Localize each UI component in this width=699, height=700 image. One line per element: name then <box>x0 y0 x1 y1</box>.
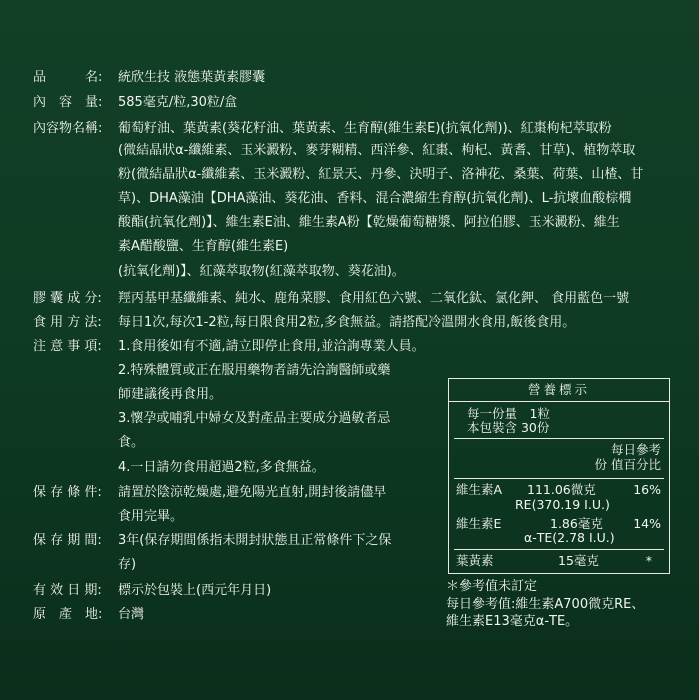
ref-header-1: 每日參考 <box>610 442 661 457</box>
label-shelf: 保 存 期 間: <box>33 533 102 548</box>
note-line-1: ＊參考值未訂定 <box>446 579 538 594</box>
product-name: 統欣生技 液態葉黃素膠囊 <box>118 70 266 85</box>
ingredients-line-2: (微結晶狀α-纖維素、玉米澱粉、麥芽糊精、西洋參、紅棗、枸杞、黃耆、甘草)、植物萃取 <box>118 143 636 158</box>
ingredients-line-3: 粉(微結晶狀α-纖維素、玉米澱粉、紅景天、丹參、決明子、洛神花、桑葉、荷葉、山楂、甘 <box>118 167 644 182</box>
nutrition-title: 營養標示 <box>449 379 669 402</box>
serving-info <box>467 407 550 435</box>
vit-a-percent: 16% <box>633 482 661 497</box>
ingredients-line-5: 酸酯(抗氧化劑)】、維生素E油、維生素A粉【乾燥葡萄糖漿、阿拉伯膠、玉米澱粉、維生 <box>118 215 620 230</box>
vit-a-re: RE(370.19 I.U.) <box>515 497 610 512</box>
divider <box>454 549 664 550</box>
lutein-amount: 15毫克 <box>558 553 599 568</box>
caution-line-1: 1.食用後如有不適,請立即停止食用,並洽詢專業人員。 <box>118 339 425 354</box>
ref-header-2 <box>594 458 661 472</box>
label-usage: 食 用 方 法: <box>33 315 102 330</box>
shelf-line-2: 存) <box>118 557 137 572</box>
shelf-line-1: 3年(保存期間係指未開封狀態且正常條件下之保 <box>118 533 392 548</box>
ref-header-2-prefix: 份 <box>594 457 607 472</box>
per-serving: 每一份量 1粒 <box>467 406 550 421</box>
storage-line-1: 請置於陰涼乾燥處,避免陽光直射,開封後請儘早 <box>118 485 387 500</box>
content-amount: 585毫克/粒,30粒/盒 <box>118 95 238 110</box>
vit-a-name: 維生素A <box>456 482 503 497</box>
lutein-percent: * <box>645 553 652 568</box>
lutein-name: 葉黃素 <box>456 553 494 568</box>
caution-line-5: 食。 <box>118 435 145 450</box>
vit-e-percent: 14% <box>633 516 661 531</box>
usage-text: 每日1次,每次1-2粒,每日限食用2粒,多食無益。請搭配冷溫開水食用,飯後食用。 <box>118 315 576 330</box>
label-origin: 原 產 地: <box>33 607 103 622</box>
origin-text: 台灣 <box>118 607 145 622</box>
label-ingredients: 內容物名稱: <box>33 121 103 136</box>
divider <box>454 438 664 439</box>
ingredients-line-6: 素A醋酸鹽、生育醇(維生素E) <box>118 239 289 254</box>
label-storage: 保 存 條 件: <box>33 485 102 500</box>
ref-header-2-text: 值百分比 <box>610 457 661 472</box>
storage-line-2: 食用完畢。 <box>118 509 184 524</box>
label-caution: 注 意 事 項: <box>33 339 102 354</box>
vit-e-amount: 1.86毫克 <box>550 516 603 531</box>
capsule-ingredients: 羥丙基甲基纖維素、純水、鹿角菜膠、食用紅色六號、二氧化鈦、氯化鉀、 食用藍色一號 <box>118 291 630 306</box>
label-capsule: 膠 囊 成 分: <box>33 291 102 306</box>
caution-line-4: 3.懷孕或哺乳中婦女及對產品主要成分過敏者忌 <box>118 411 391 426</box>
caution-line-3: 師建議後再食用。 <box>118 387 223 402</box>
label-expiry: 有 效 日 期: <box>33 583 102 598</box>
ingredients-line-1: 葡萄籽油、葉黃素(葵花籽油、葉黃素、生育醇(維生素E)(抗氧化劑))、紅棗枸杞萃取粉 <box>118 121 612 136</box>
note-line-3: 維生素E13毫克α-TE。 <box>446 614 579 629</box>
expiry-text: 標示於包裝上(西元年月日) <box>118 583 272 598</box>
nutrition-table <box>448 378 670 574</box>
caution-line-6: 4.一日請勿食用超過2粒,多食無益。 <box>118 460 325 475</box>
vit-a-amount: 111.06微克 <box>527 482 596 497</box>
label-name: 品 名: <box>33 70 103 85</box>
vit-e-te: α-TE(2.78 I.U.) <box>524 530 615 545</box>
ingredients-line-4: 草)、DHA藻油【DHA藻油、葵花油、香料、混合濃縮生育醇(抗氧化劑)、L-抗壞血酸棕櫚 <box>118 191 632 206</box>
servings-per-package: 本包裝含 30份 <box>467 420 550 435</box>
label-content: 內 容 量: <box>33 95 103 110</box>
vit-e-name: 維生素E <box>456 516 502 531</box>
divider <box>454 478 664 479</box>
ingredients-line-7: (抗氧化劑)】、紅藻萃取物(紅藻萃取物、葵花油)。 <box>118 264 405 279</box>
note-line-2: 每日參考值:維生素A700微克RE、 <box>446 597 645 612</box>
caution-line-2: 2.特殊體質或正在服用藥物者請先洽詢醫師或藥 <box>118 363 391 378</box>
